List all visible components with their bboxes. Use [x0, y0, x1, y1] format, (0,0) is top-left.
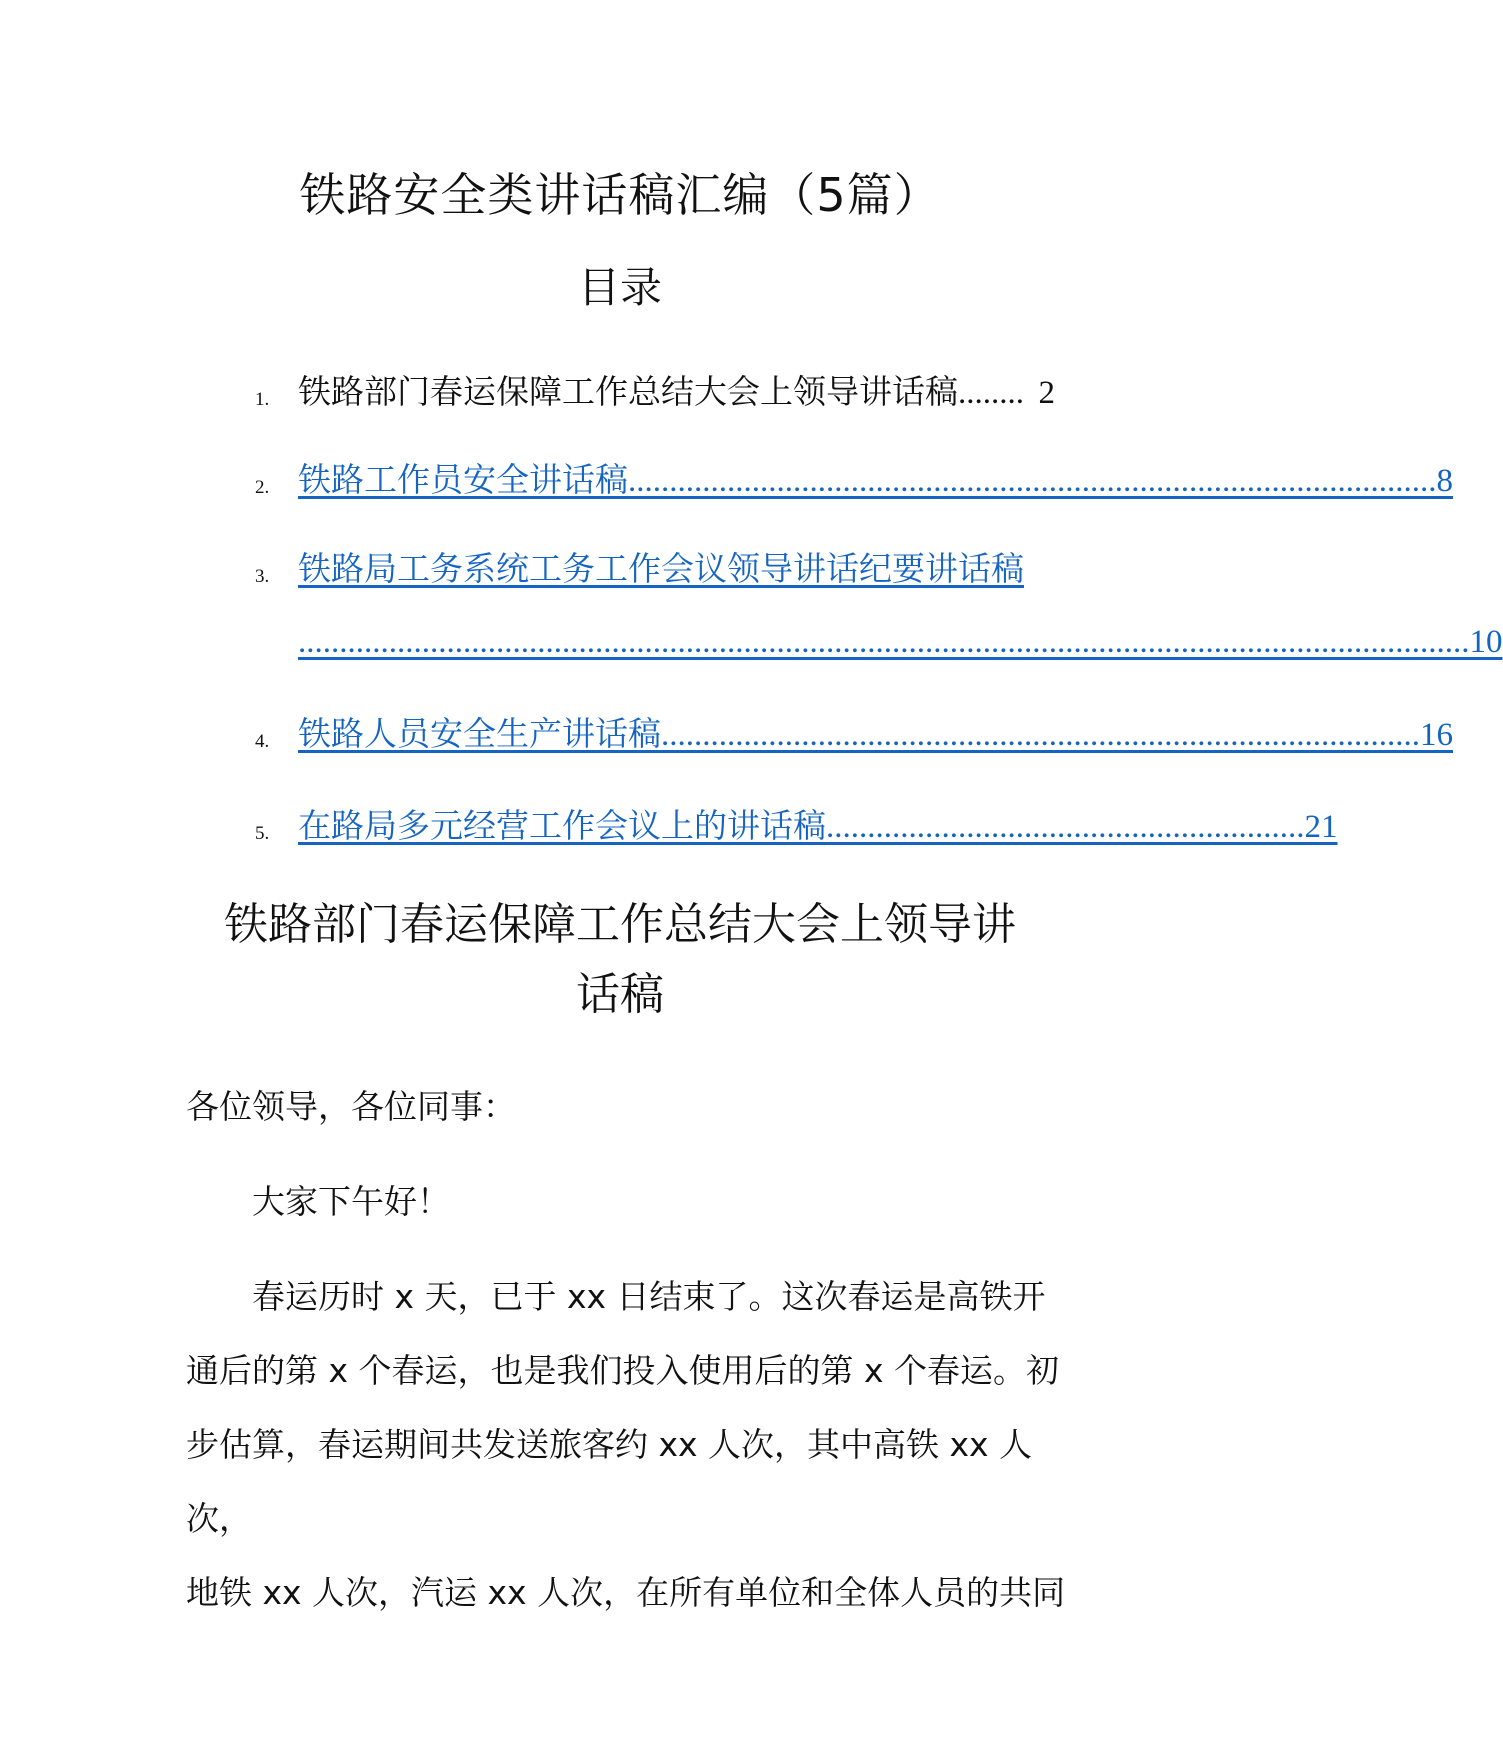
toc-item-dots: ............................................................................................	[661, 717, 1420, 753]
toc-item-number: 5.	[255, 823, 270, 844]
body-paragraph	[186, 1260, 1066, 1630]
toc-item-dots: ..................................................................................................	[628, 463, 1437, 499]
toc-item-page: 16	[1420, 717, 1453, 753]
toc-item-page: 10	[1469, 624, 1503, 660]
toc-item-label: 铁路部门春运保障工作总结大会上领导讲话稿	[298, 372, 958, 411]
toc-item-page: 21	[1304, 809, 1338, 845]
toc-item-label: 铁路人员安全生产讲话稿	[298, 714, 661, 753]
salutation: 各位领导，各位同事：	[186, 1087, 516, 1126]
body-line: 步估算，春运期间共发送旅客约 xx 人次，其中高铁 xx 人次，	[186, 1425, 1033, 1538]
toc-item-dots: ..........................................................	[826, 809, 1305, 845]
speech-title	[190, 890, 1050, 1030]
toc-item-page: 8	[1436, 463, 1453, 499]
toc-entry-link[interactable]	[298, 712, 1453, 757]
toc-item-label: 铁路局工务系统工务工作会议领导讲话纪要讲话稿	[298, 549, 1024, 588]
toc-item-label: 在路局多元经营工作会议上的讲话稿	[298, 806, 826, 845]
toc-entry-link[interactable]	[298, 458, 1453, 503]
toc-heading: 目录	[577, 263, 662, 312]
toc-item-number: 1.	[255, 389, 270, 410]
toc-item-number: 2.	[255, 477, 270, 498]
body-line: 春运历时 x 天，已于 xx 日结束了。这次春运是高铁开	[252, 1277, 1046, 1316]
toc-item-number: 4.	[255, 731, 270, 752]
toc-entry-link[interactable]	[298, 547, 1503, 664]
body-line: 地铁 xx 人次，汽运 xx 人次，在所有单位和全体人员的共同	[186, 1573, 1066, 1612]
toc-entry-link[interactable]	[298, 370, 1055, 415]
toc-item-number: 3.	[255, 566, 270, 587]
toc-item-label: 铁路工作员安全讲话稿	[298, 460, 628, 499]
speech-title-line: 铁路部门春运保障工作总结大会上领导讲	[224, 899, 1016, 950]
toc-item-page: 2	[1038, 375, 1055, 411]
body-line: 通后的第 x 个春运，也是我们投入使用后的第 x 个春运。初	[186, 1351, 1060, 1390]
speech-title-line: 话稿	[576, 969, 664, 1020]
toc-item-dots: ........	[958, 375, 1024, 411]
document-title: 铁路安全类讲话稿汇编（5篇）	[299, 168, 941, 222]
toc-item-dots: ..............................................................................................................................................	[298, 624, 1470, 660]
toc-entry-link[interactable]	[298, 804, 1338, 849]
greeting: 大家下午好！	[252, 1182, 450, 1221]
